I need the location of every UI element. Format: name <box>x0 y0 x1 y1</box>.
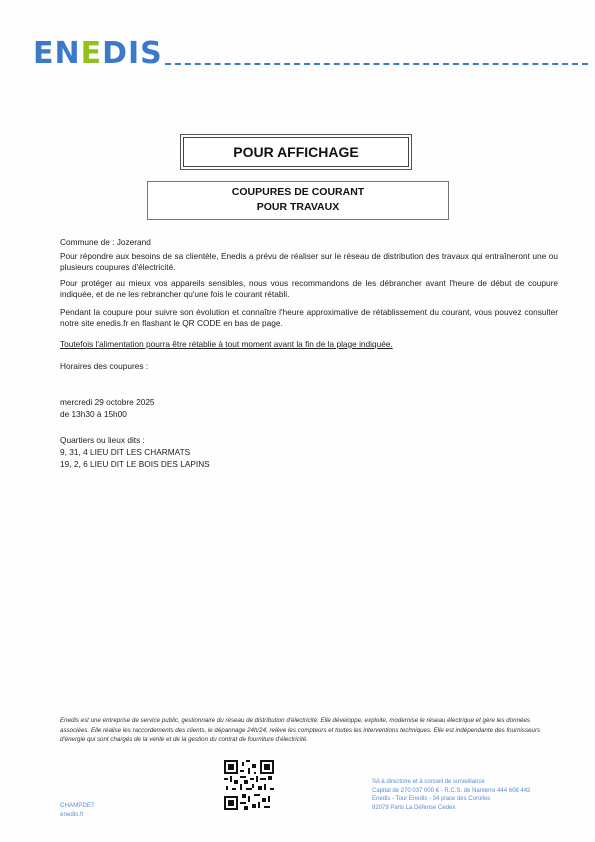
commune: Commune de : Jozerand <box>60 237 151 247</box>
outage-date: mercredi 29 octobre 2025 <box>60 397 155 407</box>
subtitle-box <box>147 181 449 220</box>
footer-reference: CHAMPDET <box>60 802 95 809</box>
quartiers-label: Quartiers ou lieux dits : <box>60 435 145 445</box>
lieu-2: 19, 2, 6 LIEU DIT LE BOIS DES LAPINS <box>60 459 210 469</box>
enedis-logo <box>33 36 163 71</box>
outage-time: de 13h30 à 15h00 <box>60 409 127 419</box>
footer-website-link[interactable]: enedis.fr <box>60 811 84 818</box>
paragraph-3: Pendant la coupure pour suivre son évolution et connaître l'heure approximative de rétablissement du courant, vous pouvez consulter notre site enedis.fr en flashant le QR CODE en bas de page. <box>60 307 558 328</box>
paragraph-2: Pour protéger au mieux vos appareils sensibles, nous vous recommandons de les débrancher avant l'heure de début de coupure indiquée, et de ne les rebrancher qu'une fois le courant rétabli. <box>60 278 558 299</box>
horaires-label: Horaires des coupures : <box>60 361 149 371</box>
header-rule <box>165 63 588 65</box>
paragraph-1: Pour répondre aux besoins de sa clientèle, Enedis a prévu de réaliser sur le réseau de distribution des travaux qui entraîneront une ou plusieurs coupures d'électricité. <box>60 251 558 272</box>
page-title: POUR AFFICHAGE <box>233 144 359 160</box>
paragraph-4: Toutefois l'alimentation pourra être rétablie à tout moment avant la fin de la plage indiquée. <box>60 339 393 349</box>
subtitle-line-2: POUR TRAVAUX <box>256 201 340 213</box>
company-info-line-4: 92079 Paris La Défense Cedex <box>372 804 456 811</box>
company-info-line-3: Enedis - Tour Enedis - 34 place des Corolles <box>372 796 491 803</box>
company-info-line-2: Capital de 270 037 000 € - R.C.S. de Nanterre 444 608 442 <box>372 787 531 794</box>
lieu-1: 9, 31, 4 LIEU DIT LES CHARMATS <box>60 447 191 457</box>
title-box <box>183 137 409 167</box>
logo-wordmark: ENEDIS <box>33 36 163 71</box>
subtitle-line-1: COUPURES DE COURANT <box>231 186 365 198</box>
legal-notice: Enedis est une entreprise de service public, gestionnaire du réseau de distribution d'électricité. Elle développe, exploite, modernise le réseau électrique et gère les données associées. Elle réalise les raccordements des clients, le dépannage 24h/24, relève les compteurs et toutes les interventions techniques. Elle est indépendante des fournisseurs d'énergie qui sont chargés de la vente et de la gestion du contrat de fourniture d'électricité. <box>60 717 541 743</box>
company-info-line-1: SA à directoire et à conseil de surveillance <box>372 779 485 785</box>
qr-code-icon[interactable] <box>224 760 274 810</box>
footer-left <box>60 801 95 819</box>
company-info <box>372 778 572 812</box>
